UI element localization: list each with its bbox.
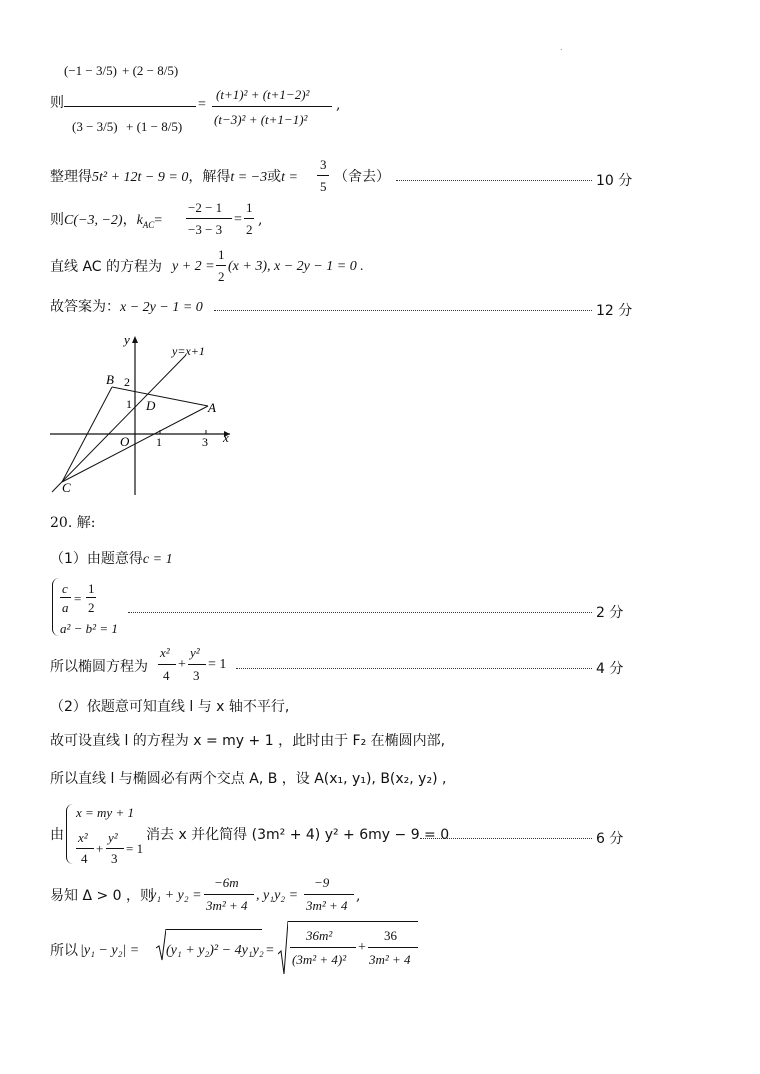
ac-lhs: y + 2 = — [172, 259, 215, 274]
last-eq: = — [266, 943, 274, 958]
sys1-c: c — [62, 581, 68, 596]
ell-y-num: y² — [190, 645, 200, 660]
ac-half-den: 2 — [218, 269, 225, 284]
score-12: 12 分 — [596, 303, 633, 319]
eq-2: = — [234, 212, 242, 227]
left-denominator-b: + (1 − 8/5) — [126, 119, 183, 134]
sqrt-bar-1 — [166, 929, 262, 930]
last-bar1 — [290, 947, 356, 948]
slope-bar — [186, 218, 232, 219]
label-x: x — [223, 430, 229, 445]
text-or: 或 — [267, 169, 282, 185]
sys2-rest: 消去 x 并化简得 (3m² + 4) y² + 6my − 9 = 0 — [146, 827, 450, 843]
solution-1: t = −3 — [230, 170, 268, 185]
slope-k: k — [136, 213, 143, 228]
sys1-ca-bar — [60, 597, 71, 598]
ell-y-den: 3 — [193, 668, 200, 683]
text-answer: 故答案为： — [50, 299, 120, 315]
part2-line3: 所以直线 l 与椭圆必有两个交点 A, B ，设 A(x₁, y₁), B(x₂, y₂) , — [50, 771, 447, 787]
part2-line2: 故可设直线 l 的方程为 x = my + 1 ，此时由于 F₂ 在椭圆内部, — [50, 733, 446, 749]
dotted-leader-5 — [420, 838, 592, 839]
ac-half-bar — [216, 265, 226, 266]
sum-num: −6m — [214, 875, 239, 890]
label-a: A — [208, 400, 216, 415]
tail-comma: , — [336, 97, 341, 113]
solution-2-denominator: 5 — [320, 179, 327, 194]
text-jiede: ，解得 — [188, 169, 231, 185]
score-6: 6 分 — [596, 831, 624, 847]
corner-dot: . — [560, 43, 563, 52]
ac-half-num: 1 — [218, 247, 225, 262]
quadratic-equation: 5t² + 12t − 9 = 0 — [92, 170, 189, 185]
sys2-plus: + — [96, 841, 104, 856]
ell-plus: + — [178, 657, 186, 672]
left-numerator-b: + (2 − 8/5) — [122, 63, 179, 78]
dotted-leader-2 — [214, 310, 592, 311]
last-num1: 36m² — [306, 928, 333, 943]
sum-den: 3m² + 4 — [206, 898, 248, 913]
right-numerator: (t+1)² + (t+1−2)² — [216, 87, 310, 102]
ell-x-bar — [158, 664, 176, 665]
left-denominator-a: (3 − 3/5) — [72, 119, 118, 134]
text-ze: 则 — [50, 212, 64, 228]
sys2-y-bar — [106, 848, 124, 849]
label-d: D — [146, 398, 156, 413]
label-c: C — [62, 480, 71, 495]
label-b: B — [106, 372, 114, 387]
part1-c-eq: c = 1 — [142, 552, 173, 567]
last-num2: 36 — [384, 928, 397, 943]
slope-denominator: −3 − 3 — [188, 222, 223, 237]
prefix-ze: 则 — [50, 95, 64, 111]
score-4: 4 分 — [596, 661, 624, 677]
text-zhengli: 整理得 — [50, 169, 92, 185]
left-fraction-bar — [64, 106, 196, 107]
system1-brace — [52, 578, 59, 636]
text-line-ac: 直线 AC 的方程为 — [50, 259, 163, 275]
sys1-half-den: 2 — [88, 600, 95, 615]
delta-text: 易知 Δ > 0 ，则 — [50, 888, 155, 904]
delta-tail: , — [356, 888, 361, 904]
score-10: 10 分 — [596, 173, 633, 189]
label-o: O — [120, 434, 130, 449]
note-discard: （舍去） — [334, 169, 390, 185]
last-den1: (3m² + 4)² — [292, 952, 347, 967]
last-abs: |y₁ − y₂| = — [80, 943, 140, 958]
sys2-x-bar — [76, 848, 94, 849]
y-axis-arrow — [132, 336, 138, 343]
sys1-half-bar — [86, 597, 96, 598]
dotted-leader-3 — [128, 612, 592, 613]
sqrt-sign-1 — [156, 928, 166, 962]
prod-bar — [304, 894, 354, 895]
half-numerator: 1 — [246, 200, 253, 215]
prod-den: 3m² + 4 — [306, 898, 348, 913]
left-numerator-a: (−1 − 3/5) — [64, 63, 117, 78]
slope-numerator: −2 − 1 — [188, 200, 223, 215]
point-c: C(−3, −2) — [64, 213, 123, 228]
ell-x-num: x² — [160, 645, 170, 660]
eq-1: = — [154, 213, 163, 228]
prod-lhs: , y₁y₂ = — [256, 888, 299, 903]
sys2-x-den: 4 — [81, 851, 88, 866]
tail-comma-2: , — [258, 212, 263, 228]
slope-sub: AC — [142, 219, 155, 230]
tick-label-1y: 1 — [126, 397, 132, 411]
last-sqrt1: (y₁ + y₂)² − 4y₁y₂ — [166, 943, 264, 958]
answer-equation: x − 2y − 1 = 0 — [120, 300, 203, 315]
label-y: y — [124, 332, 130, 347]
ell-x-den: 4 — [163, 668, 170, 683]
sys2-x-num: x² — [78, 830, 88, 845]
tick-label-3: 3 — [202, 435, 208, 449]
solution-2-numerator: 3 — [320, 157, 327, 172]
line-y-eq-x-plus-1 — [52, 355, 186, 492]
ell-y-bar — [188, 664, 206, 665]
sqrt-sign-2 — [278, 920, 288, 976]
right-denominator: (t−3)² + (t+1−1)² — [214, 112, 308, 127]
dotted-leader-4 — [236, 668, 592, 669]
q20-title: 20. 解: — [50, 515, 96, 531]
last-plus: + — [358, 940, 366, 955]
sys2-eq: = 1 — [126, 841, 144, 856]
sys1-a: a — [62, 600, 69, 615]
equals-sign: = — [198, 97, 206, 112]
label-line: y=x+1 — [172, 344, 205, 358]
right-fraction-bar — [212, 106, 332, 107]
part2-line1: （2）依题意可知直线 l 与 x 轴不平行, — [50, 699, 290, 715]
dotted-leader — [396, 180, 592, 181]
sum-bar — [204, 894, 254, 895]
half-denominator: 2 — [246, 222, 253, 237]
ac-rhs: (x + 3), x − 2y − 1 = 0 . — [228, 259, 364, 274]
solution-2-bar — [317, 175, 329, 176]
part1-text: （1）由题意得 — [50, 551, 143, 567]
sys1-half-num: 1 — [88, 581, 95, 596]
sys1-line2: a² − b² = 1 — [60, 621, 118, 636]
system2-brace — [66, 804, 73, 864]
solution-2-lhs: t = — [281, 170, 298, 185]
sys2-prefix: 由 — [50, 827, 64, 843]
ell-eq: = 1 — [208, 657, 227, 672]
score-2: 2 分 — [596, 605, 624, 621]
sys2-y-den: 3 — [111, 851, 118, 866]
last-bar2 — [368, 947, 418, 948]
ellipse-text: 所以椭圆方程为 — [50, 659, 148, 675]
sys1-eq: = — [74, 591, 82, 606]
sys2-y-num: y² — [108, 830, 118, 845]
last-text: 所以 — [50, 943, 78, 959]
half-bar — [244, 218, 254, 219]
tick-label-1x: 1 — [156, 435, 162, 449]
sys2-line1: x = my + 1 — [76, 805, 134, 820]
prod-num: −9 — [314, 875, 330, 890]
sqrt-bar-2 — [288, 921, 418, 922]
sum-lhs: y₁ + y₂ = — [150, 888, 202, 903]
sep: ， — [122, 212, 137, 228]
last-den2: 3m² + 4 — [369, 952, 411, 967]
coordinate-figure — [40, 330, 240, 500]
tick-label-2: 2 — [124, 375, 130, 389]
